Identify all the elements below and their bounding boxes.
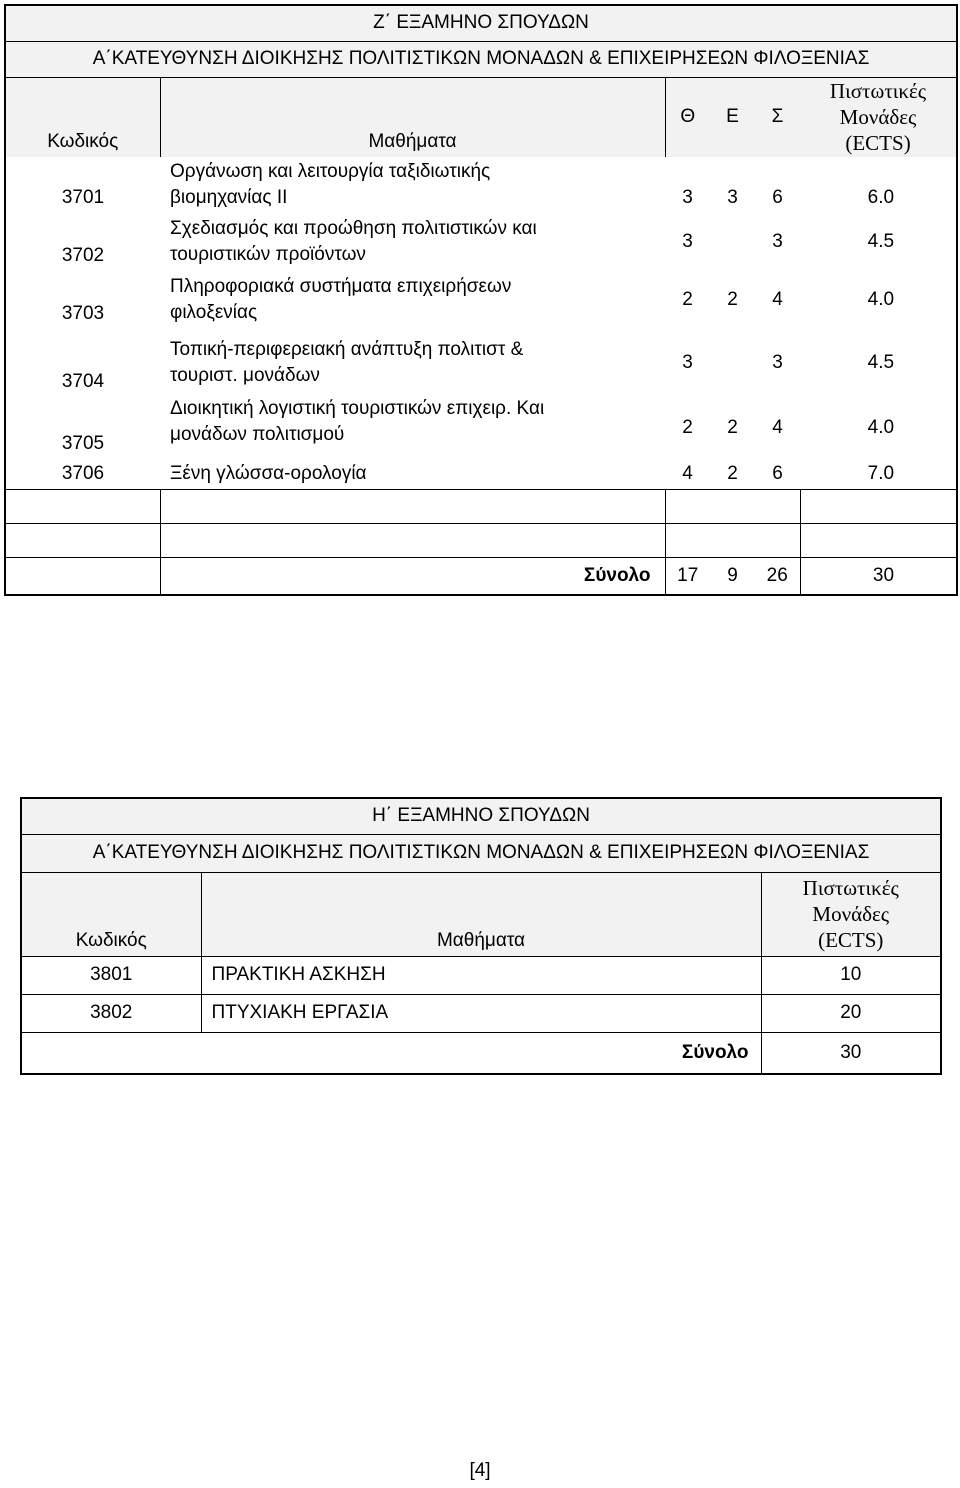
header-ects-line2: Μονάδες bbox=[839, 105, 917, 130]
page-number: [4] bbox=[469, 1460, 491, 1481]
epsilon-value: 2 bbox=[727, 417, 738, 438]
ects-value: 6.0 bbox=[867, 187, 895, 208]
header-course: Μαθήματα bbox=[201, 872, 761, 956]
sigma-value: 3 bbox=[772, 352, 783, 373]
course-code: 3705 bbox=[61, 433, 105, 454]
header-course: Μαθήματα bbox=[160, 77, 665, 157]
course-name: ΠΤΥΧΙΑΚΗ ΕΡΓΑΣΙΑ bbox=[201, 994, 761, 1032]
course-name-line2: βιομηχανίας ΙΙ bbox=[170, 187, 288, 208]
course-name-line1: Διοικητική λογιστική τουριστικών επιχειρ. Και bbox=[170, 398, 545, 419]
course-code: 3704 bbox=[61, 371, 105, 392]
course-name-line1: Τοπική-περιφερειακή ανάπτυξη πολιτιστ & bbox=[170, 339, 524, 360]
table-row bbox=[5, 459, 957, 489]
course-name-line1: Οργάνωση και λειτουργία ταξιδιωτικής bbox=[170, 161, 491, 182]
total-sigma: 26 bbox=[755, 557, 800, 595]
header-ects-line2: Μονάδες bbox=[812, 902, 890, 926]
semester8-subtitle: Α΄ΚΑΤΕΥΘΥΝΣΗ ΔΙΟΙΚΗΣΗΣ ΠΟΛΙΤΙΣΤΙΚΩΝ ΜΟΝΑΔΩΝ & ΕΠΙΧΕΙΡΗΣΕΩΝ ΦΙΛΟΞΕΝΙΑΣ bbox=[21, 834, 941, 872]
header-ects-line1: Πιστωτικές bbox=[829, 79, 927, 104]
semester7-table bbox=[4, 4, 958, 596]
table-row bbox=[21, 994, 941, 1032]
epsilon-value bbox=[710, 329, 755, 397]
theta-value: 3 bbox=[682, 187, 693, 208]
epsilon-value: 2 bbox=[727, 289, 738, 310]
sigma-value: 4 bbox=[772, 289, 783, 310]
theta-value: 2 bbox=[682, 417, 693, 438]
course-code: 3706 bbox=[61, 462, 105, 484]
course-name: ΠΡΑΚΤΙΚΗ ΑΣΚΗΣΗ bbox=[201, 956, 761, 994]
epsilon-value: 3 bbox=[727, 187, 738, 208]
course-name bbox=[160, 329, 665, 397]
table-row bbox=[5, 157, 957, 213]
course-name-line1: Πληροφοριακά συστήματα επιχειρήσεων bbox=[170, 276, 512, 297]
semester7-subtitle: Α΄ΚΑΤΕΥΘΥΝΣΗ ΔΙΟΙΚΗΣΗΣ ΠΟΛΙΤΙΣΤΙΚΩΝ ΜΟΝΑΔΩΝ & ΕΠΙΧΕΙΡΗΣΕΩΝ ΦΙΛΟΞΕΝΙΑΣ bbox=[5, 41, 957, 77]
theta-value: 2 bbox=[682, 289, 693, 310]
total-epsilon: 9 bbox=[710, 557, 755, 595]
ects-value: 4.0 bbox=[867, 417, 895, 438]
empty-row bbox=[5, 523, 957, 557]
header-sigma: Σ bbox=[755, 77, 800, 157]
semester8-title: Η΄ ΕΞΑΜΗΝΟ ΣΠΟΥΔΩΝ bbox=[21, 798, 941, 834]
ects-value: 7.0 bbox=[867, 462, 895, 484]
course-name-line2: μονάδων πολιτισμού bbox=[170, 424, 345, 445]
course-code: 3702 bbox=[61, 245, 105, 266]
semester7-title: Ζ΄ ΕΞΑΜΗΝΟ ΣΠΟΥΔΩΝ bbox=[5, 5, 957, 41]
course-code: 3801 bbox=[21, 956, 201, 994]
semester8-table bbox=[20, 797, 942, 1075]
table-row bbox=[5, 271, 957, 329]
header-ects-line1: Πιστωτικές bbox=[802, 876, 899, 900]
total-label: Σύνολο bbox=[21, 1032, 761, 1074]
ects-value: 4.5 bbox=[867, 231, 895, 252]
course-name bbox=[160, 157, 665, 213]
total-theta: 17 bbox=[665, 557, 710, 595]
sigma-value: 6 bbox=[772, 187, 783, 208]
course-code: 3703 bbox=[61, 303, 105, 324]
course-name-line2: φιλοξενίας bbox=[170, 302, 258, 323]
header-ects bbox=[800, 77, 957, 157]
course-name bbox=[160, 397, 665, 459]
ects-value: 4.0 bbox=[867, 289, 895, 310]
theta-value: 4 bbox=[682, 462, 693, 484]
total-label: Σύνολο bbox=[160, 557, 665, 595]
ects-value: 4.5 bbox=[867, 352, 895, 373]
sigma-value: 4 bbox=[772, 417, 783, 438]
total-row bbox=[21, 1032, 941, 1074]
course-name-line2: τουριστ. μονάδων bbox=[170, 365, 320, 386]
empty-row bbox=[5, 489, 957, 523]
epsilon-value: 2 bbox=[727, 462, 738, 484]
sigma-value: 6 bbox=[772, 462, 783, 484]
table-row bbox=[5, 213, 957, 271]
course-name bbox=[160, 271, 665, 329]
epsilon-value bbox=[710, 213, 755, 271]
header-code: Κωδικός bbox=[5, 77, 160, 157]
table-row bbox=[21, 956, 941, 994]
table-row bbox=[5, 329, 957, 397]
course-name-line1: Σχεδιασμός και προώθηση πολιτιστικών και bbox=[170, 218, 537, 239]
total-ects: 30 bbox=[800, 557, 957, 595]
header-ects bbox=[761, 872, 941, 956]
header-epsilon: Ε bbox=[710, 77, 755, 157]
course-code: 3802 bbox=[21, 994, 201, 1032]
course-code: 3701 bbox=[61, 187, 105, 208]
theta-value: 3 bbox=[682, 352, 693, 373]
total-row bbox=[5, 557, 957, 595]
sigma-value: 3 bbox=[772, 231, 783, 252]
course-name bbox=[160, 213, 665, 271]
course-name: Ξένη γλώσσα-ορολογία bbox=[170, 462, 367, 484]
table-row bbox=[5, 397, 957, 459]
ects-value: 10 bbox=[761, 956, 941, 994]
theta-value: 3 bbox=[682, 231, 693, 252]
course-name-line2: τουριστικών προϊόντων bbox=[170, 244, 366, 265]
header-code: Κωδικός bbox=[21, 872, 201, 956]
header-theta: Θ bbox=[665, 77, 710, 157]
header-ects-line3: (ECTS) bbox=[845, 131, 911, 156]
total-ects: 30 bbox=[761, 1032, 941, 1074]
ects-value: 20 bbox=[761, 994, 941, 1032]
header-ects-line3: (ECTS) bbox=[818, 928, 884, 952]
